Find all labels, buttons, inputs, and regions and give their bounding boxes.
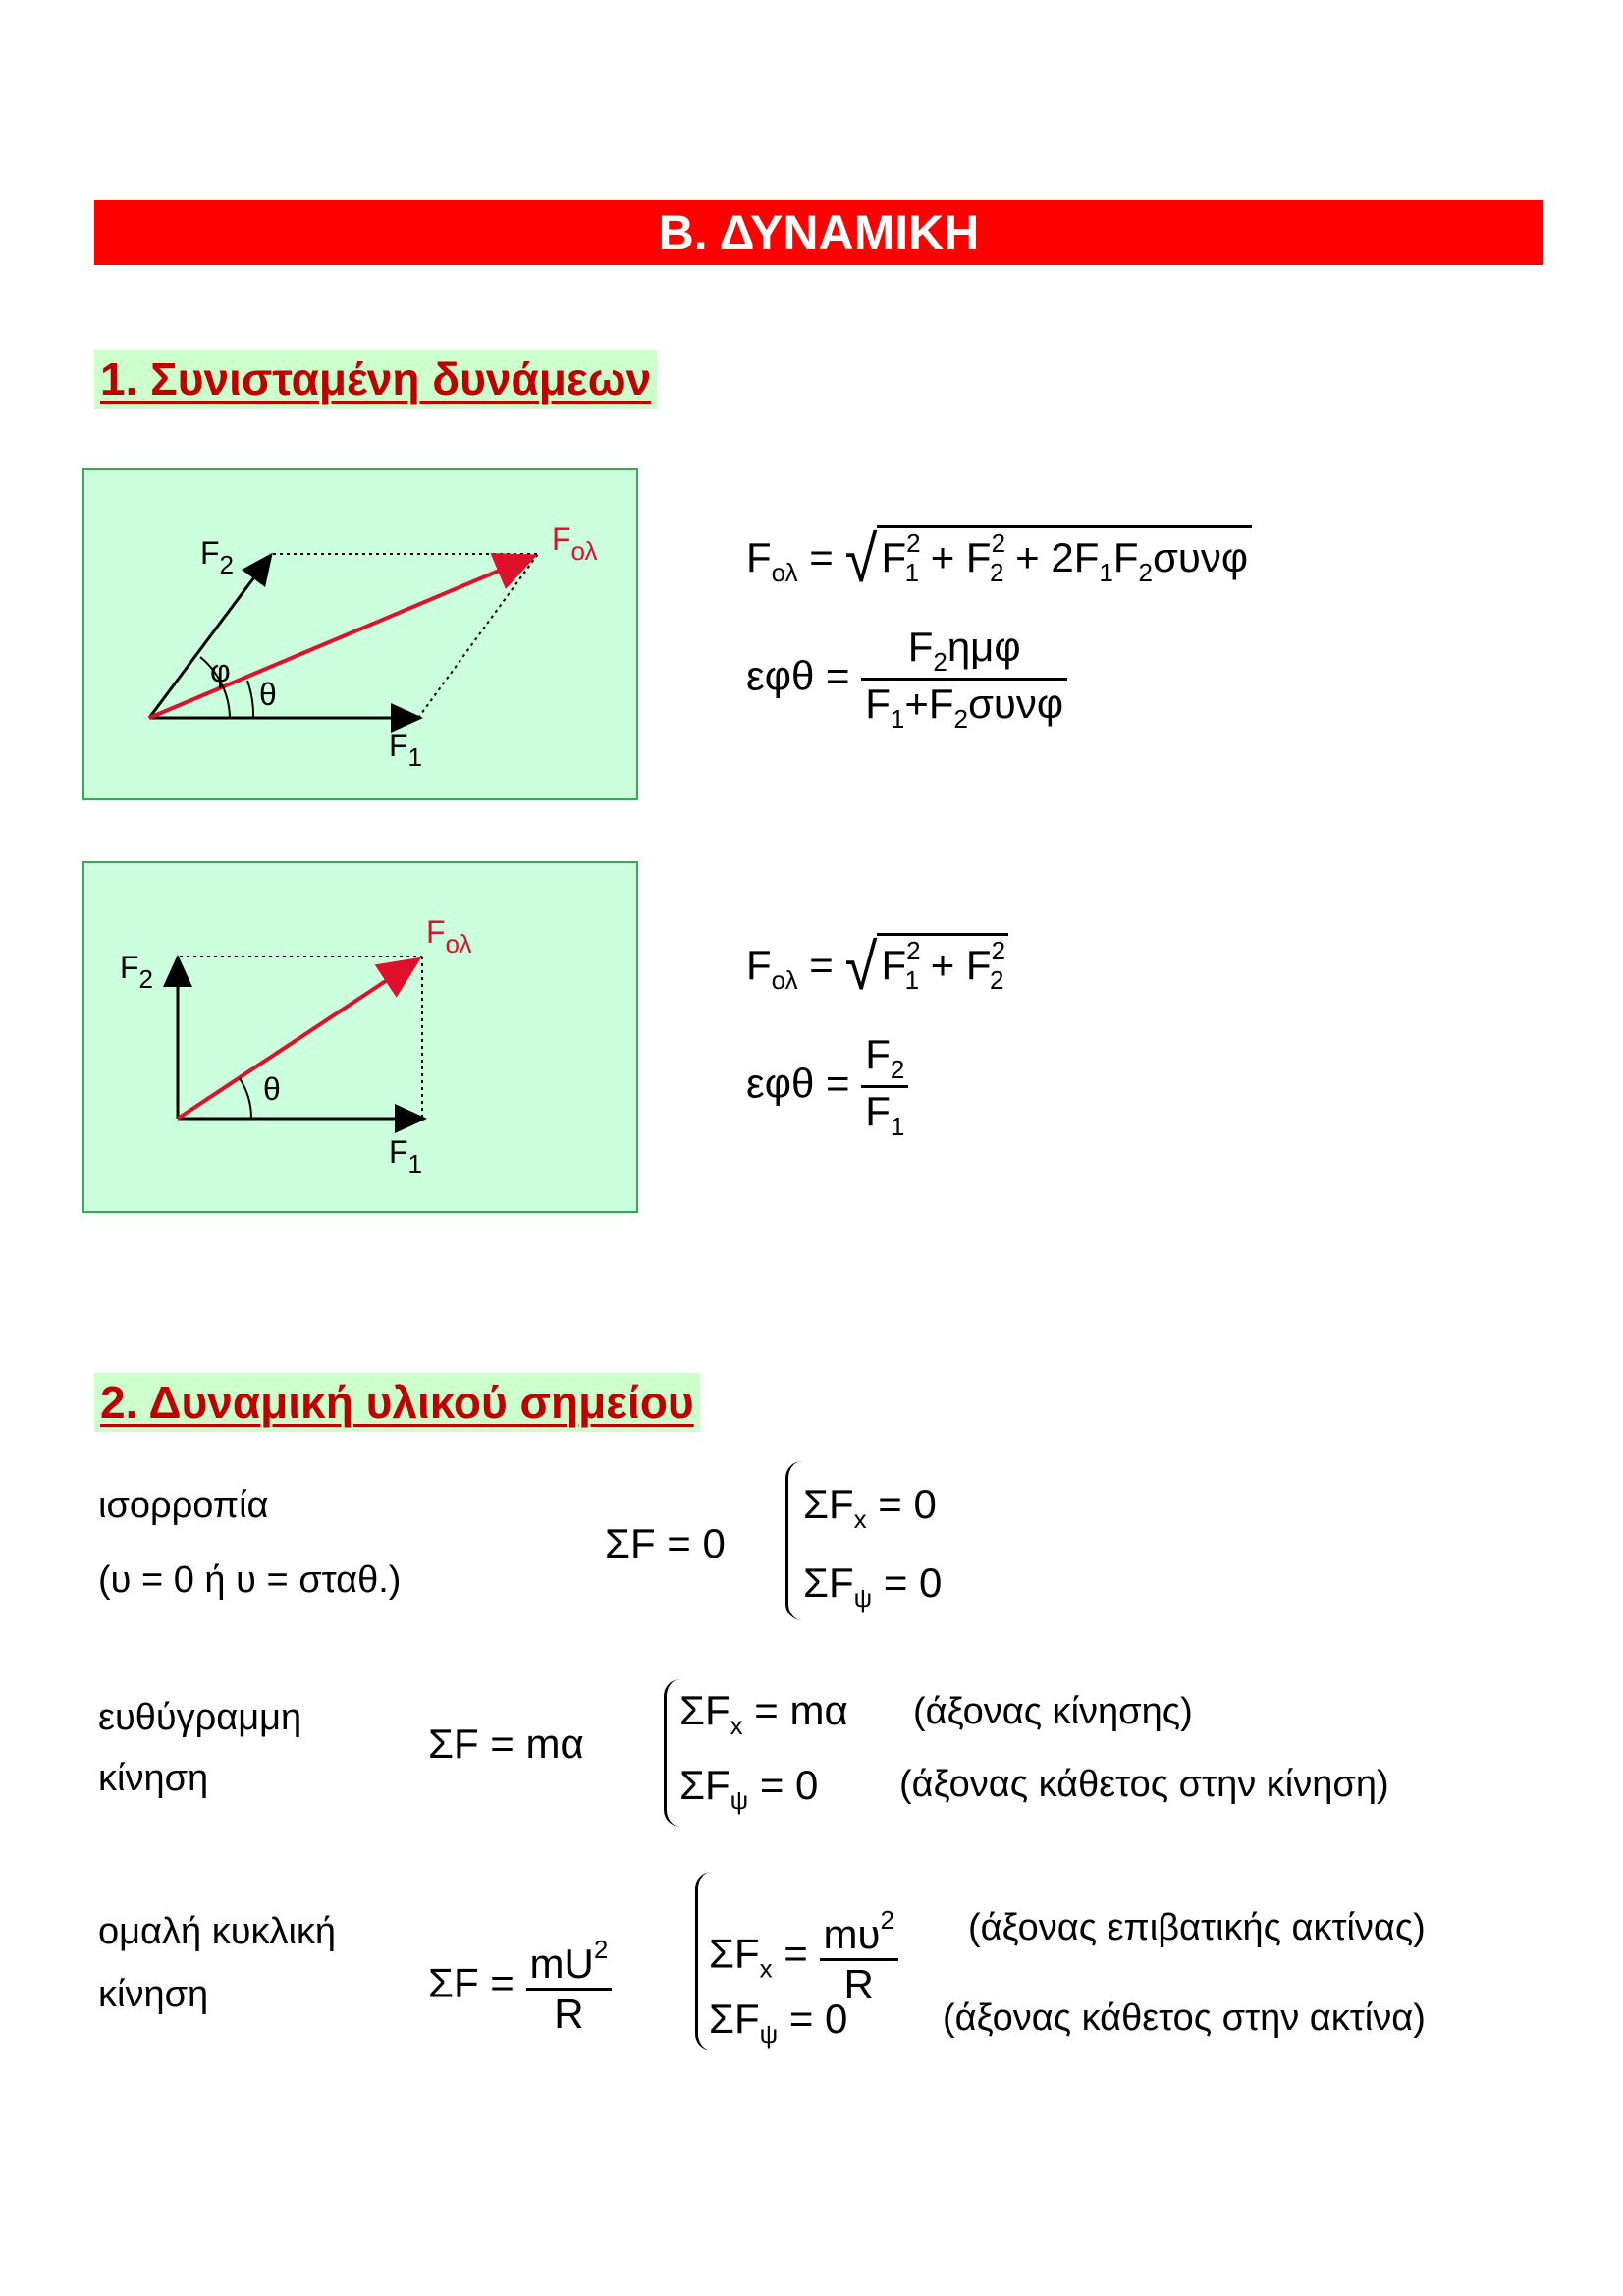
circular-main-eq: ΣF = $\frac{mU^2}{R}$ [428, 1935, 612, 2038]
circular-x-eq: $\Sigma F_x$ = $\frac{m\upsilon^2}{R}$ [709, 1905, 898, 2008]
circular-label-1: ομαλή κυκλική [98, 1911, 337, 1952]
theta-label: θ [263, 1071, 281, 1107]
circular-y-eq: $\Sigma F_\psi = 0$ [709, 1995, 848, 2049]
phi-label: φ [210, 653, 231, 688]
linear-brace [664, 1679, 680, 1827]
fol-label: $F_{o\lambda}$ [552, 521, 598, 566]
fol-label: $F_{o\lambda}$ [426, 914, 472, 958]
equilibrium-x-eq: $\Sigma F_x = 0$ [803, 1481, 937, 1534]
f2-label: $F_2$ [120, 950, 154, 994]
perpendicular-forces-diagram [82, 861, 638, 1213]
theta-arc [240, 1078, 251, 1119]
f1-label: $F_1$ [389, 728, 423, 772]
section2-title: 2. Δυναμική υλικού σημείου [94, 1373, 700, 1432]
equilibrium-main-eq: ΣF = 0 [605, 1520, 726, 1566]
f2-label: $F_2$ [200, 535, 235, 579]
parallelogram-svg [84, 470, 640, 802]
theta-label: θ [259, 677, 277, 712]
resultant-vector [178, 959, 418, 1119]
circular-y-note: (άξονας κάθετος στην ακτίνα) [943, 1997, 1426, 2039]
linear-y-eq: $\Sigma F_\psi = 0$ [679, 1762, 819, 1815]
parallelogram-diagram [82, 468, 638, 800]
perpendicular-svg [84, 863, 640, 1215]
equilibrium-brace [785, 1461, 802, 1620]
f1-label: $F_1$ [389, 1134, 423, 1178]
equilibrium-condition: (υ = 0 ή υ = σταθ.) [98, 1559, 402, 1601]
perpendicular-magnitude-formula: $F_{o\lambda} = √F^2_1 + F^2_2$ [746, 933, 1008, 1001]
chapter-banner: Β. ΔΥΝΑΜΙΚΗ [94, 200, 1543, 265]
linear-x-note: (άξονας κίνησης) [913, 1691, 1193, 1732]
resultant-angle-formula: εφθ = $\frac{F_2\eta\mu\varphi}{F_1+F_2\sigma\upsilon\nu\varphi}$ [746, 624, 1067, 735]
linear-main-eq: ΣF = mα [428, 1721, 584, 1767]
equilibrium-y-eq: $\Sigma F_\psi = 0$ [803, 1559, 943, 1613]
circular-label-2: κίνηση [98, 1974, 209, 2015]
equilibrium-label: ισορροπία [98, 1485, 269, 1526]
theta-arc [247, 681, 253, 718]
linear-label-1: ευθύγραμμη [98, 1697, 302, 1738]
linear-y-note: (άξονας κάθετος στην κίνηση) [899, 1764, 1389, 1805]
resultant-magnitude-formula: $F_{o\lambda} = √F^2_1 + F^2_2 + 2F_1F_2\sigma\upsilon\nu\varphi$ [746, 525, 1252, 593]
linear-x-eq: $\Sigma F_x = m\alpha$ [679, 1687, 848, 1740]
linear-label-2: κίνηση [98, 1758, 209, 1799]
perpendicular-angle-formula: εφθ = $\frac{F_2}{F_1}$ [746, 1031, 908, 1142]
circular-x-note: (άξονας επιβατικής ακτίνας) [968, 1907, 1426, 1948]
section1-title: 1. Συνισταμένη δυνάμεων [94, 350, 657, 409]
